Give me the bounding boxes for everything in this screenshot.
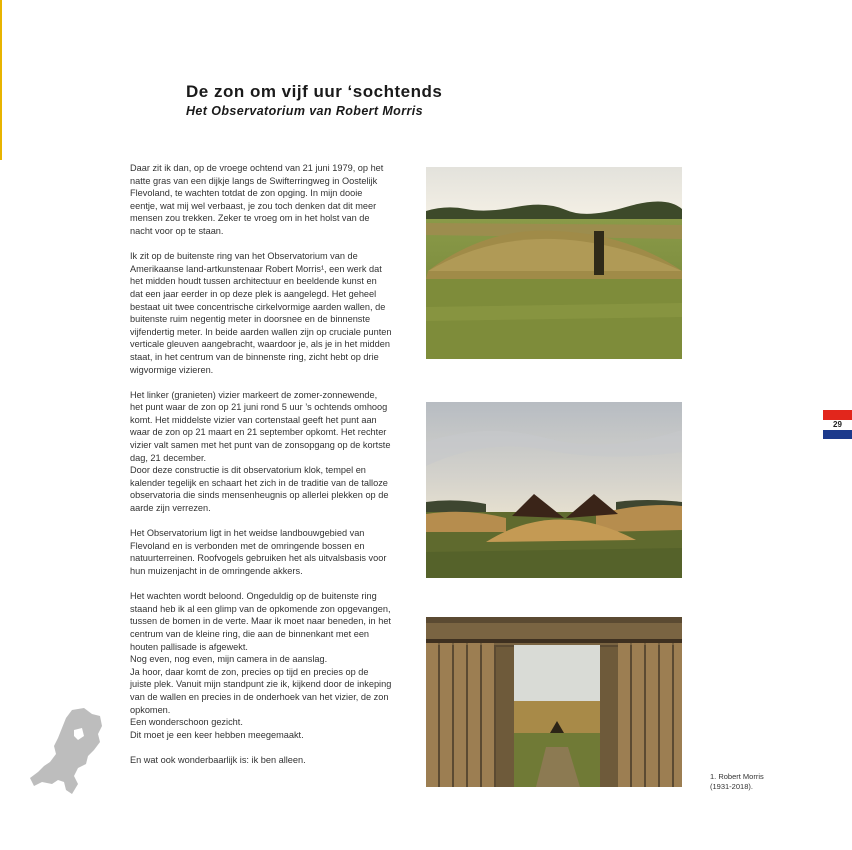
paragraph: Ik zit op de buitenste ring van het Observatorium van de Amerikaanse land-artkunstenaar Robert Morris¹, een werk dat het midden houdt tussen architectuur en beeldende kunst en dat een jaar eerder in op deze plek is aangelegd. Het geheel bestaat uit twee concentrische cirkelvormige aarden wallen, de buitenste ruim negentig meter in doorsnee en de binnenste vijfendertig meter. In beide aarden wallen zijn op cruciale punten verticale gleuven aangebracht, waardoor je, als je in het midden staat, in het centrum van de binnenste ring, zicht hebt op drie wigvormige vizieren. [130,251,392,375]
netherlands-map-icon [28,706,104,796]
paragraph: Het linker (granieten) vizier markeert de zomer-zonnewende, het punt waar de zon op 21 juni rond 5 uur ’s ochtends omhoog komt. Het middelste vizier van cortenstaal geeft het punt aan waar de zon op 21 maart en 21 september opkomt. Het rechter vizier valt samen met het punt van de zonsopgang op de kortste dag, 21 december. Door deze constructie is dit observatorium klok, tempel en kalender tegelijk en schaart het zich in de traditie van de talloze observatoria die sinds mensenheugnis op allerlei plekken op de aarde zijn verrezen. [130,389,391,514]
page-edge-mark [0,0,2,160]
photo-wooden-palisade [426,617,682,787]
article-body [130,162,392,779]
paragraph: Het wachten wordt beloond. Ongeduldig op de buitenste ring staand heb ik al een glimp van de opkomende zon opgevangen, tussen de bomen in de verte. Maar ik moet naar beneden, in het centrum van de kleine ring, die aan de binnenkant met een houten pallisade is afgewekt. Nog even, nog even, mijn camera in de aanslag. Ja hoor, daar komt de zon, precies op tijd en precies op de juiste plek. Vanuit mijn standpunt zie ik, kijkend door de inkeping van de wallen en precies in de onderhoek van het vizier, de zon opkomen. Een wonderschoon gezicht. Dit moet je een keer hebben meegemaakt. [130,591,392,740]
page-subtitle: Het Observatorium van Robert Morris [186,104,423,118]
page-number-flag [823,410,852,439]
footnote: 1. Robert Morris (1931-2018). [710,772,764,791]
photo-steel-vizier [426,402,682,578]
photo-earth-ring [426,167,682,359]
page-title: De zon om vijf uur ‘sochtends [186,82,443,101]
paragraph: Daar zit ik dan, op de vroege ochtend van 21 juni 1979, op het natte gras van een dijkje langs de Swifterringweg in Oostelijk Flevoland, te wachten totdat de zon opging. In mijn dooie eentje, wat mij wel verbaast, je zou toch denken dat dit meer mensen zou trekken. Zeker te vroeg om in het holst van de nacht voor op te staan. [130,163,384,236]
paragraph: En wat ook wonderbaarlijk is: ik ben alleen. [130,754,306,765]
flag-red-band [823,410,852,420]
paragraph: Het Observatorium ligt in het weidse landbouwgebied van Flevoland en is verbonden met de omringende bossen en natuurterreinen. Roofvogels gebruiken het als uitvalsbasis voor hun muizenjacht in de omringende akkers. [130,528,387,576]
page-number: 29 [823,420,852,430]
flag-blue-band [823,430,852,440]
